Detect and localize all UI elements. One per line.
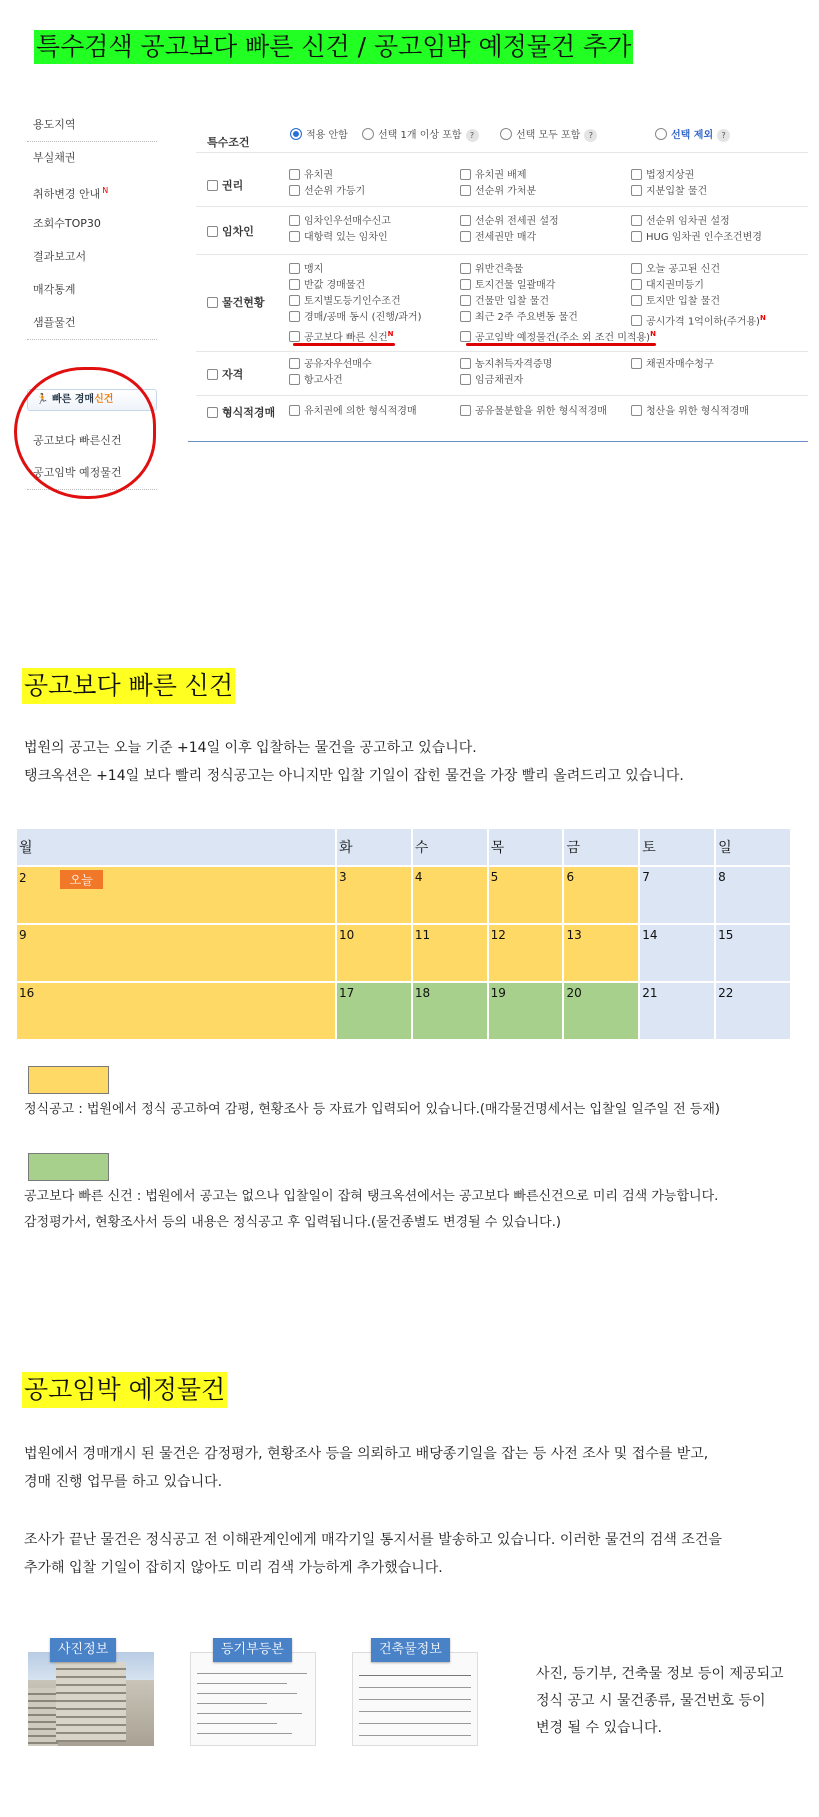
- option-checkbox[interactable]: [460, 358, 552, 372]
- option-label: 임차인우선매수신고: [304, 216, 391, 227]
- checkbox-box: [631, 231, 642, 242]
- red-underline: [293, 343, 395, 346]
- option-checkbox[interactable]: [289, 374, 343, 388]
- section-title-upcoming: 공고임박 예정물건: [22, 1372, 227, 1408]
- option-checkbox[interactable]: [631, 279, 704, 293]
- option-label: 반값 경매물건: [304, 280, 366, 291]
- help-icon[interactable]: ?: [717, 129, 730, 142]
- quick-box-accent: 신건: [94, 394, 114, 405]
- calendar-day: 6: [563, 866, 639, 924]
- checkbox-box: [460, 215, 471, 226]
- checkbox-box: [460, 185, 471, 196]
- checkbox-box: [289, 358, 300, 369]
- option-label: 공유물분할을 위한 형식적경매: [475, 406, 607, 417]
- sidebar-item-label: 매각통계: [33, 283, 76, 296]
- option-checkbox[interactable]: [460, 169, 526, 183]
- row-divider: [196, 254, 808, 255]
- option-label: 토지만 입찰 물건: [646, 296, 720, 307]
- calendar-week: [16, 866, 791, 924]
- section1-desc-line2: 탱크옥션은 +14일 보다 빨리 정식공고는 아니지만 입찰 기일이 잡힌 물건을 가장 빨리 올려드리고 있습니다.: [24, 768, 684, 784]
- option-label: 공유자우선매수: [304, 359, 372, 370]
- option-label: 토지별도등기인수조건: [304, 296, 401, 307]
- sidebar-item-samples[interactable]: [27, 306, 157, 340]
- red-underline: [466, 343, 656, 346]
- checkbox-box: [460, 295, 471, 306]
- option-checkbox[interactable]: [631, 405, 749, 419]
- checkbox-box: [631, 185, 642, 196]
- legend-swatch-early: [28, 1153, 109, 1181]
- option-label: 위반건축물: [475, 264, 524, 275]
- doc-line: [359, 1735, 471, 1736]
- calendar-day: 10: [336, 924, 412, 982]
- sidebar-item-npl[interactable]: [27, 141, 157, 175]
- calendar-day: 14: [639, 924, 715, 982]
- doc-line: [359, 1723, 471, 1724]
- new-badge: N: [102, 186, 109, 195]
- option-checkbox[interactable]: [631, 358, 714, 372]
- calendar-day: 20: [563, 982, 639, 1040]
- registry-tag: 등기부등본: [213, 1638, 292, 1662]
- doc-line: [197, 1683, 287, 1684]
- today-badge: 오늘: [60, 870, 103, 889]
- building-info-tag: 건축물정보: [371, 1638, 450, 1662]
- checkbox-box: [460, 311, 471, 322]
- option-checkbox[interactable]: [460, 374, 523, 388]
- sidebar-item-label: 용도지역: [33, 118, 76, 131]
- rights-row-label[interactable]: [207, 177, 243, 193]
- doc-line: [359, 1675, 471, 1676]
- option-checkbox[interactable]: [460, 405, 607, 419]
- weekday-header: 토: [639, 828, 715, 866]
- option-label: 오늘 공고된 신건: [646, 264, 720, 275]
- section2-para2-line2: 추가해 입찰 기일이 잡히지 않아도 미리 검색 가능하게 추가했습니다.: [24, 1560, 443, 1576]
- photo-info-tag: 사진정보: [50, 1638, 116, 1662]
- checkbox-box: [289, 331, 300, 342]
- section-title-early-new: 공고보다 빠른 신건: [22, 668, 235, 704]
- row-label-text: 임차인: [222, 225, 254, 238]
- option-checkbox[interactable]: [631, 231, 762, 245]
- row-divider: [196, 152, 808, 153]
- image-note-line3: 변경 될 수 있습니다.: [536, 1720, 662, 1736]
- radio-dot: [655, 128, 667, 140]
- property-row-label[interactable]: [207, 294, 265, 310]
- section1-desc-line1: 법원의 공고는 오늘 기준 +14일 이후 입찰하는 물건을 공고하고 있습니다.: [24, 740, 477, 756]
- option-checkbox[interactable]: [460, 231, 536, 245]
- option-label: 법정지상권: [646, 170, 695, 181]
- sidebar-item-stats[interactable]: [27, 273, 157, 307]
- sidebar-item-report[interactable]: [27, 240, 157, 274]
- calendar-day: 7: [639, 866, 715, 924]
- option-checkbox[interactable]: [460, 311, 578, 325]
- row-label-text: 권리: [222, 179, 244, 192]
- checkbox-box: [289, 263, 300, 274]
- option-label: 선순위 임차권 설정: [646, 216, 730, 227]
- doc-line: [197, 1693, 297, 1694]
- section2-para1-line2: 경매 진행 업무를 하고 있습니다.: [24, 1474, 223, 1490]
- doc-line: [197, 1723, 277, 1724]
- checkbox-box: [631, 169, 642, 180]
- calendar-day: 19: [488, 982, 564, 1040]
- checkbox-box: [631, 295, 642, 306]
- tenant-row-label[interactable]: [207, 223, 254, 239]
- checkbox-box: [289, 215, 300, 226]
- option-label: 맹지: [304, 264, 324, 275]
- option-checkbox[interactable]: [289, 279, 365, 293]
- weekday-header: 월: [16, 828, 336, 866]
- sidebar-item-label: 부실채권: [33, 151, 76, 164]
- legend-swatch-official: [28, 1066, 109, 1094]
- calendar-week: [16, 924, 791, 982]
- option-checkbox[interactable]: [289, 185, 365, 199]
- weekday-header: 목: [488, 828, 564, 866]
- checkbox-box: [289, 295, 300, 306]
- checkbox-box: [289, 279, 300, 290]
- checkbox-box: [631, 279, 642, 290]
- option-label: 농지취득자격증명: [475, 359, 553, 370]
- new-badge: N: [387, 330, 394, 338]
- option-checkbox[interactable]: [460, 215, 559, 229]
- checkbox-box: [631, 263, 642, 274]
- checkbox-box: [460, 263, 471, 274]
- sidebar-item-withdrawal[interactable]: [27, 174, 157, 208]
- option-checkbox[interactable]: [631, 169, 694, 183]
- help-icon[interactable]: ?: [466, 129, 479, 142]
- calendar-day: [16, 866, 336, 924]
- option-checkbox[interactable]: [631, 185, 707, 199]
- qualification-row-label[interactable]: [207, 366, 243, 382]
- option-label: 공고임박 예정물건(주소 외 조건 미적용): [475, 332, 651, 344]
- option-label: 선택 모두 포함: [516, 130, 581, 141]
- sidebar-item-zoning[interactable]: [27, 108, 157, 142]
- row-checkbox[interactable]: [207, 180, 218, 191]
- calendar-day: 15: [715, 924, 791, 982]
- radio-include-all[interactable]: [500, 128, 597, 143]
- doc-line: [197, 1713, 302, 1714]
- option-checkbox[interactable]: [289, 263, 323, 277]
- help-icon[interactable]: ?: [584, 129, 597, 142]
- option-label: 청산을 위한 형식적경매: [646, 406, 749, 417]
- calendar-week: [16, 982, 791, 1040]
- calendar-day: 8: [715, 866, 791, 924]
- calendar-day: 13: [563, 924, 639, 982]
- page-title: 특수검색 공고보다 빠른 신건 / 공고임박 예정물건 추가: [34, 30, 633, 64]
- checkbox-box: [460, 231, 471, 242]
- checkbox-box: [460, 279, 471, 290]
- special-condition-label: 특수조건: [207, 136, 250, 149]
- calendar-day: 12: [488, 924, 564, 982]
- option-checkbox[interactable]: [289, 169, 333, 183]
- row-checkbox[interactable]: [207, 369, 218, 380]
- option-checkbox[interactable]: [460, 295, 549, 309]
- row-divider: [196, 206, 808, 207]
- row-checkbox[interactable]: [207, 226, 218, 237]
- legend-official-text: 정식공고 : 법원에서 정식 공고하여 감평, 현황조사 등 자료가 입력되어 있습니다.(매각물건명세서는 입찰일 일주일 전 등재): [24, 1102, 720, 1117]
- option-label: 공시가격 1억이하(주거용): [646, 316, 760, 328]
- option-checkbox[interactable]: [289, 358, 372, 372]
- option-checkbox[interactable]: [631, 215, 730, 229]
- sidebar-item-label: 취하변경 안내: [33, 187, 101, 201]
- option-checkbox[interactable]: [460, 279, 555, 293]
- option-label: 채권자매수청구: [646, 359, 714, 370]
- option-label: 선순위 전세권 설정: [475, 216, 559, 227]
- option-label: 토지건물 일괄매각: [475, 280, 556, 291]
- doc-line: [359, 1687, 471, 1688]
- doc-line: [197, 1673, 307, 1674]
- option-label: HUG 임차권 인수조건변경: [646, 232, 762, 243]
- row-label-text: 물건현황: [222, 296, 265, 309]
- radio-not-applied[interactable]: [290, 128, 348, 143]
- calendar-day: 5: [488, 866, 564, 924]
- building-shape: [56, 1662, 126, 1742]
- checkbox-box: [289, 311, 300, 322]
- option-label: 항고사건: [304, 375, 343, 386]
- checkbox-box: [289, 185, 300, 196]
- quick-box-label: 빠른 경매: [51, 394, 95, 405]
- calendar-day: 16: [16, 982, 336, 1040]
- option-label: 유치권 배제: [475, 170, 527, 181]
- option-label: 유치권: [304, 170, 333, 181]
- runner-icon: 🏃: [36, 394, 49, 405]
- option-label: 대항력 있는 임차인: [304, 232, 388, 243]
- option-label: 선순위 가처분: [475, 186, 537, 197]
- calendar-day: 9: [16, 924, 336, 982]
- calendar-day: 21: [639, 982, 715, 1040]
- calendar-day: 4: [412, 866, 488, 924]
- calendar-day: 22: [715, 982, 791, 1040]
- weekday-header: 수: [412, 828, 488, 866]
- sidebar-item-top30[interactable]: [27, 207, 157, 241]
- option-label: 지분입찰 물건: [646, 186, 708, 197]
- option-checkbox[interactable]: [460, 185, 536, 199]
- checkbox-box: [631, 315, 642, 326]
- checkbox-box: [631, 215, 642, 226]
- doc-line: [197, 1703, 267, 1704]
- checkbox-box: [289, 405, 300, 416]
- calendar-day: 3: [336, 866, 412, 924]
- row-divider: [196, 351, 808, 352]
- row-label-text: 형식적경매: [222, 406, 276, 419]
- image-note-line2: 정식 공고 시 물건종류, 물건번호 등이: [536, 1693, 766, 1709]
- row-label-text: 자격: [222, 368, 244, 381]
- radio-dot: [290, 128, 302, 140]
- option-label: 선순위 가등기: [304, 186, 366, 197]
- row-divider: [196, 395, 808, 396]
- option-checkbox[interactable]: [631, 263, 720, 277]
- calendar-header-row: [16, 828, 791, 866]
- option-label: 적용 안함: [306, 130, 348, 141]
- formal-auction-row-label[interactable]: [207, 404, 275, 420]
- calendar-day: 11: [412, 924, 488, 982]
- calendar-day: 17: [336, 982, 412, 1040]
- weekday-header: 금: [563, 828, 639, 866]
- checkbox-box: [631, 405, 642, 416]
- doc-line: [359, 1699, 471, 1700]
- option-checkbox[interactable]: [460, 263, 523, 277]
- new-badge: N: [650, 330, 656, 338]
- checkbox-box: [460, 374, 471, 385]
- new-badge: N: [759, 314, 766, 322]
- legend-early-text-line1: 공고보다 빠른 신건 : 법원에서 공고는 없으나 입찰일이 잡혀 탱크옥션에서는 공고보다 빠른신건으로 미리 검색 가능합니다.: [24, 1189, 719, 1204]
- radio-include-any[interactable]: [362, 128, 479, 143]
- option-label: 건물만 입찰 물건: [475, 296, 549, 307]
- building-ledger-image: [352, 1652, 478, 1746]
- calendar-day: 18: [412, 982, 488, 1040]
- checkbox-box: [289, 374, 300, 385]
- checkbox-box: [460, 169, 471, 180]
- sidebar-item-label: 조회수TOP30: [33, 217, 101, 230]
- registry-document-image: [190, 1652, 316, 1746]
- radio-dot: [362, 128, 374, 140]
- checkbox-box: [289, 231, 300, 242]
- checkbox-box: [460, 358, 471, 369]
- sidebar-item-label: 샘플물건: [33, 316, 76, 329]
- calendar: [15, 827, 792, 1041]
- checkbox-box: [289, 169, 300, 180]
- image-note-line1: 사진, 등기부, 건축물 정보 등이 제공되고: [536, 1666, 784, 1682]
- section2-para2-line1: 조사가 끝난 물건은 정식공고 전 이해관계인에게 매각기일 통지서를 발송하고 있습니다. 이러한 물건의 검색 조건을: [24, 1532, 722, 1548]
- option-checkbox[interactable]: [289, 231, 388, 245]
- red-highlight-circle: [14, 367, 156, 499]
- radio-dot: [500, 128, 512, 140]
- option-checkbox[interactable]: [289, 311, 422, 325]
- sidebar-item-label: 결과보고서: [33, 250, 87, 263]
- doc-line: [359, 1711, 471, 1712]
- row-checkbox[interactable]: [207, 407, 218, 418]
- section2-para1-line1: 법원에서 경매개시 된 물건은 감정평가, 현황조사 등을 의뢰하고 배당종기일을 잡는 등 사전 조사 및 접수를 받고,: [24, 1446, 709, 1462]
- option-label: 대지권미등기: [646, 280, 704, 291]
- checkbox-box: [631, 358, 642, 369]
- checkbox-box: [460, 405, 471, 416]
- option-checkbox[interactable]: [289, 215, 391, 229]
- option-label: 선택 제외: [671, 130, 714, 141]
- building-shape: [28, 1688, 58, 1746]
- building-photo: [28, 1652, 154, 1746]
- option-label: 임금채권자: [475, 375, 524, 386]
- option-label: 유치권에 의한 형식적경매: [304, 406, 417, 417]
- option-label: 공고보다 빠른 신건: [304, 332, 388, 344]
- checkbox-box: [460, 331, 471, 342]
- option-checkbox[interactable]: [631, 295, 720, 309]
- option-label: 최근 2주 주요변동 물건: [475, 312, 578, 323]
- day-number: 2: [19, 871, 27, 885]
- weekday-header: 화: [336, 828, 412, 866]
- sidebar-item-label: 공고보다 빠른신건: [33, 434, 122, 447]
- option-checkbox[interactable]: [289, 405, 417, 419]
- doc-line: [197, 1733, 292, 1734]
- option-label: 선택 1개 이상 포함: [378, 130, 462, 141]
- sidebar-item-label: 공고임박 예정물건: [33, 466, 122, 479]
- weekday-header: 일: [715, 828, 791, 866]
- radio-exclude[interactable]: [655, 128, 730, 143]
- option-label: 전세권만 매각: [475, 232, 537, 243]
- option-checkbox[interactable]: [289, 295, 401, 309]
- row-checkbox[interactable]: [207, 297, 218, 308]
- legend-early-text-line2: 감정평가서, 현황조사서 등의 내용은 정식공고 후 입력됩니다.(물건종별도 변경될 수 있습니다.): [24, 1215, 561, 1230]
- option-label: 경매/공매 동시 (진행/과거): [304, 312, 422, 323]
